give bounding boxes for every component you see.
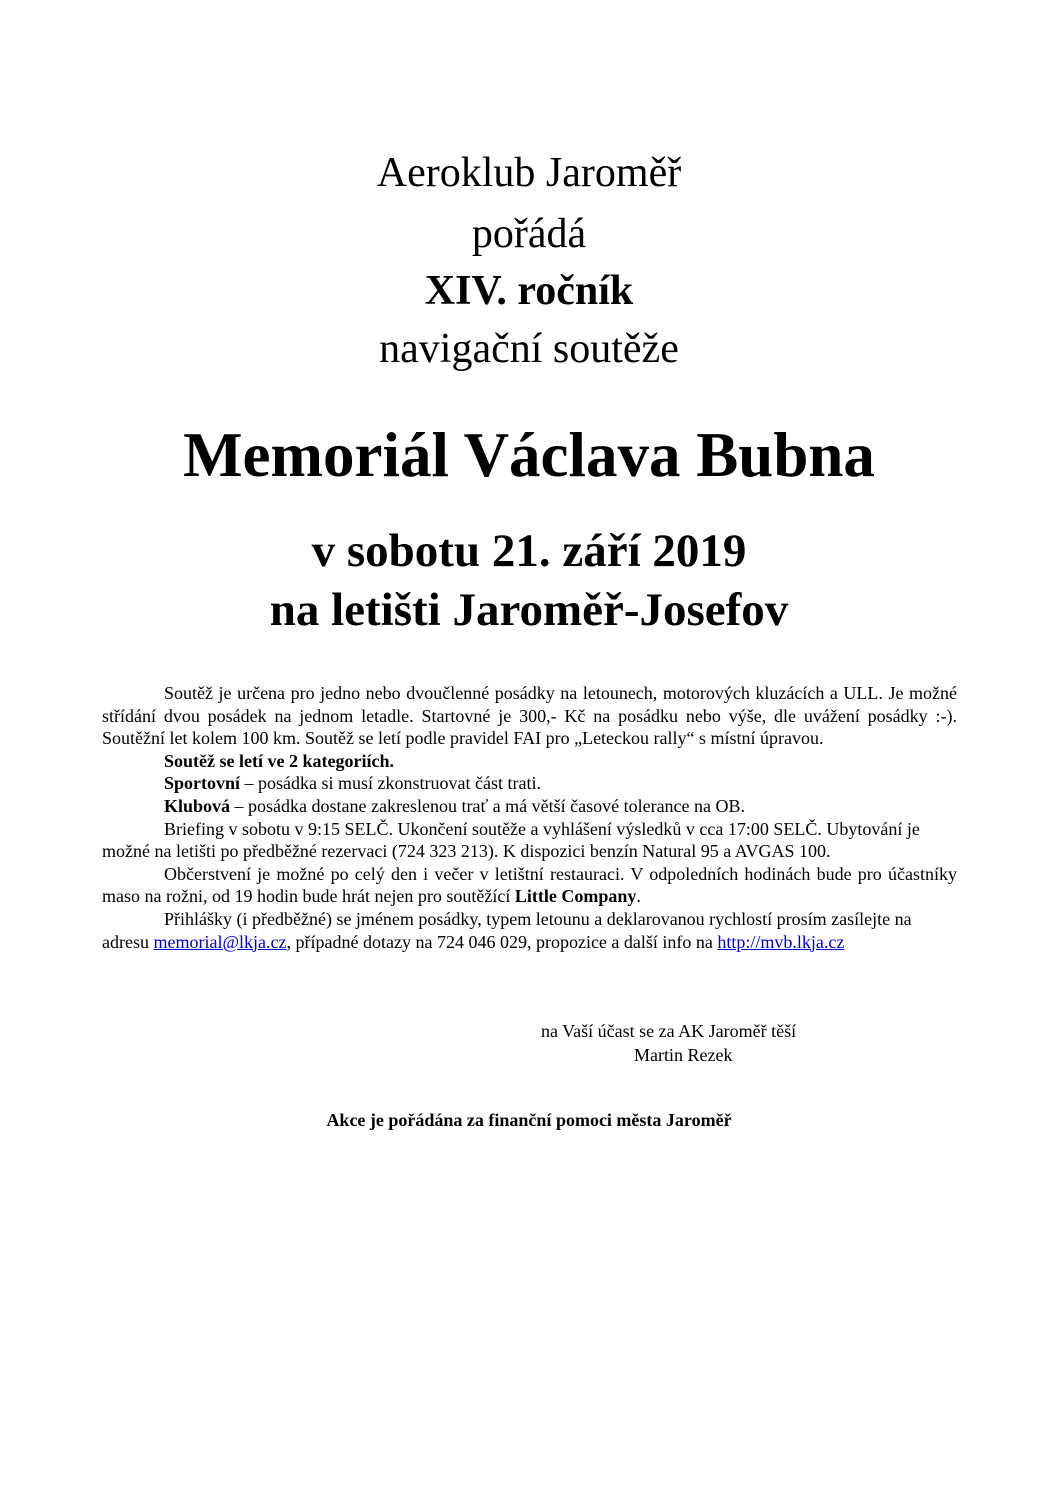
- food-text: Občerstvení je možné po celý den i večer v letištní restauraci. V odpoledních hodinách bude pro účastníky maso na rožni, od 19 hodin bude hrát nejen pro soutěžící: [102, 863, 957, 907]
- food-paragraph: [102, 863, 957, 908]
- event-name-heading: Memoriál Václava Bubna: [183, 420, 875, 490]
- sponsor-note: Akce je pořádána za finanční pomoci města Jaroměř: [326, 1110, 732, 1130]
- email-link[interactable]: memorial@lkja.cz: [153, 931, 287, 952]
- sport-category-label: Sportovní: [164, 773, 241, 794]
- briefing-paragraph: Briefing v sobotu v 9:15 SELČ. Ukončení soutěže a vyhlášení výsledků v cca 17:00 SELČ. Ubytování je možné na letišti po předběžné rezervaci (724 323 213). K dispozici benzín Natural 95 a AVGAS 100.: [102, 818, 920, 862]
- signature-name: Martin Rezek: [634, 1045, 733, 1065]
- categories-paragraph: [102, 750, 957, 773]
- club-category-label: Klubová: [164, 795, 231, 816]
- website-link[interactable]: http://mvb.lkja.cz: [717, 931, 845, 952]
- categories-heading: Soutěž se letí ve 2 kategoriích.: [164, 750, 394, 771]
- signature-greeting: na Vaší účast se za AK Jaroměř těší: [541, 1021, 797, 1041]
- sport-category-text: – posádka si musí zkonstruovat část trati.: [240, 773, 541, 794]
- event-type: navigační soutěže: [379, 326, 679, 372]
- event-location: na letišti Jaroměř-Josefov: [269, 584, 789, 636]
- application-text: Přihlášky (i předběžné) se jménem posádky, typem letounu a deklarovanou rychlostí prosím zasílejte na adresu: [102, 908, 912, 952]
- application-text-middle: , případné dotazy na 724 046 029, propozice a další info na: [286, 931, 718, 952]
- food-text-end: .: [636, 886, 641, 907]
- application-paragraph: [102, 908, 957, 953]
- event-date: v sobotu 21. září 2019: [311, 525, 747, 577]
- sport-category-paragraph: [102, 772, 957, 795]
- organizer-title: Aeroklub Jaroměř: [376, 150, 682, 196]
- edition-title: XIV. ročník: [424, 268, 634, 314]
- intro-paragraph: Soutěž je určena pro jedno nebo dvoučlenné posádky na letounech, motorových kluzácích a ULL. Je možné střídání dvou posádek na jednom letadle. Startovné je 300,- Kč na posádku nebo výše, dle uvážení posádky :-). Soutěžní let kolem 100 km. Soutěž se letí podle pravidel FAI pro „Leteckou rally“ s místní úpravou.: [102, 683, 957, 749]
- club-category-text: – posádka dostane zakreslenou trať a má větší časové tolerance na OB.: [230, 795, 746, 816]
- club-category-paragraph: [102, 795, 957, 818]
- body-text: [102, 682, 957, 953]
- organizer-verb: pořádá: [471, 211, 587, 257]
- band-name: Little Company: [514, 886, 637, 907]
